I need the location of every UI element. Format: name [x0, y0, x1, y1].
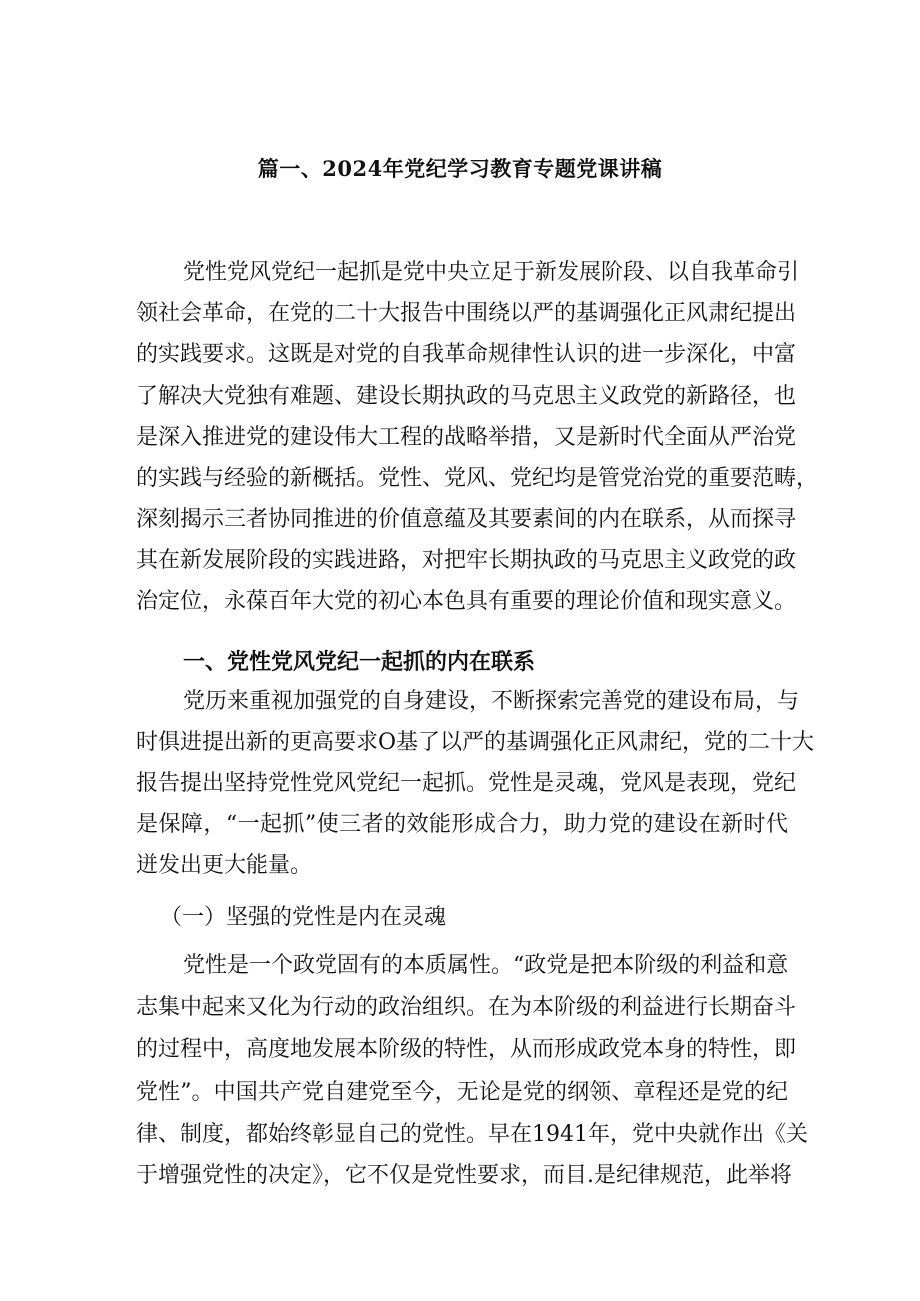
paragraph-line: 是深入推进党的建设伟大工程的战略举措，又是新时代全面从严治党: [136, 425, 797, 450]
paragraph-line: 治定位，永葆百年大党的初心本色具有重要的理论价值和现实意义。: [136, 589, 797, 614]
paragraph-line: 报告提出坚持党性党风党纪一起抓。党性是灵魂，党风是表现，党纪: [136, 771, 797, 796]
paragraph-line: 迸发出更大能量。: [136, 853, 313, 878]
paragraph-line: 党历来重视加强党的自身建设，不断探索完善党的建设布局，与: [183, 689, 800, 714]
section-heading: 一、党性党风党纪一起抓的内在联系: [183, 649, 536, 675]
paragraph-line: 深刻揭示三者协同推进的价值意蕴及其要素间的内在联系，从而探寻: [136, 507, 797, 532]
paragraph-line: 领社会革命，在党的二十大报告中围绕以严的基调强化正风肃纪提出: [136, 301, 797, 326]
paragraph-line: 党性党风党纪一起抓是党中央立足于新发展阶段、以自我革命引: [183, 260, 800, 285]
subsection-heading: （一）坚强的党性是内在灵魂: [160, 905, 447, 930]
paragraph-line: 党性”。中国共产党自建党至今，无论是党的纲领、章程还是党的纪: [136, 1080, 788, 1105]
paragraph-line: 于增强党性的决定》，它不仅是党性要求，而目.是纪律规范，此举将: [136, 1163, 792, 1188]
paragraph-line: 律、制度，都始终彰显自己的党性。早在1941年，党中央就作出《关: [136, 1122, 808, 1147]
paragraph-line: 的实践要求。这既是对党的自我革命规律性认识的进一步深化，中富: [136, 342, 797, 367]
paragraph-line: 志集中起来又化为行动的政治组织。在为本阶级的利益进行长期奋斗: [136, 995, 797, 1020]
document-title: 篇一、2024年党纪学习教育专题党课讲稿: [257, 156, 663, 181]
paragraph-line: 了解决大党独有难题、建设长期执政的马克思主义政党的新路径，也: [136, 384, 797, 409]
paragraph-line: 党性是一个政党固有的本质属性。“政党是把本阶级的利益和意: [183, 953, 789, 978]
paragraph-line: 的过程中，高度地发展本阶级的特性，从而形成政党本身的特性，即: [136, 1037, 797, 1062]
paragraph-line: 的实践与经验的新概括。党性、党风、党纪均是管党治党的重要范畴，: [136, 466, 819, 491]
paragraph-line: 时俱进提出新的更高要求O基了以严的基调强化正风肃纪，党的二十大: [136, 730, 815, 755]
paragraph-line: 是保障，“一起抓”使三者的效能形成合力，助力党的建设在新时代: [136, 812, 788, 837]
paragraph-line: 其在新发展阶段的实践进路，对把牢长期执政的马克思主义政党的政: [136, 548, 797, 573]
